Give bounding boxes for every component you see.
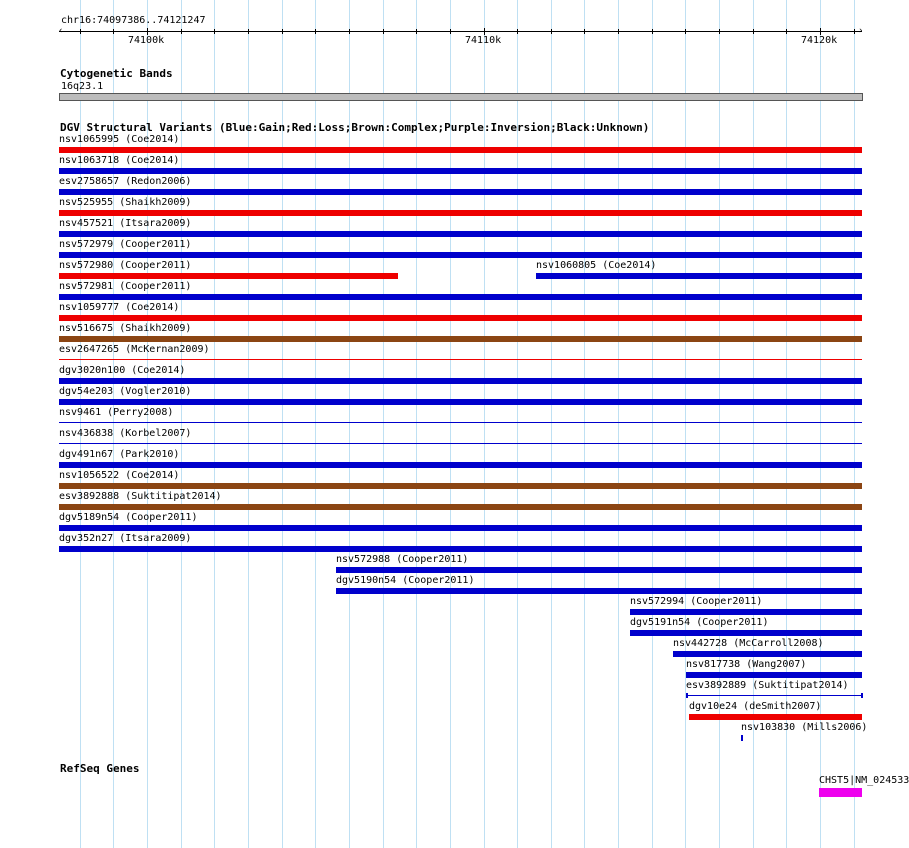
dgv-feature-bar[interactable]	[336, 567, 862, 573]
dgv-feature-label[interactable]: dgv5189n54 (Cooper2011)	[59, 512, 198, 523]
refseq-gene-bar[interactable]	[819, 788, 862, 797]
minor-tick	[315, 29, 316, 34]
grid-line	[753, 0, 754, 848]
cytoband-name: 16q23.1	[61, 81, 104, 92]
minor-tick	[652, 29, 653, 34]
dgv-feature-bar[interactable]	[686, 672, 862, 678]
dgv-feature-label[interactable]: nsv1060805 (Coe2014)	[536, 260, 657, 271]
dgv-feature-label[interactable]: nsv572980 (Cooper2011)	[59, 260, 192, 271]
dgv-feature-label[interactable]: nsv9461 (Perry2008)	[59, 407, 174, 418]
dgv-feature-bar[interactable]	[59, 252, 862, 258]
dgv-feature-bar[interactable]	[59, 359, 862, 360]
dgv-feature-bar[interactable]	[59, 378, 862, 384]
dgv-feature-label[interactable]: dgv10e24 (deSmith2007)	[689, 701, 822, 712]
minor-tick	[383, 29, 384, 34]
refseq-gene-label[interactable]: CHST5|NM_024533	[819, 775, 909, 786]
dgv-feature-bar[interactable]	[59, 546, 862, 552]
grid-line	[786, 0, 787, 848]
minor-tick	[113, 29, 114, 34]
dgv-feature-label[interactable]: nsv516675 (Shaikh2009)	[59, 323, 192, 334]
dgv-feature-bar[interactable]	[59, 315, 862, 321]
dgv-feature-label[interactable]: dgv5190n54 (Cooper2011)	[336, 575, 475, 586]
grid-line	[719, 0, 720, 848]
dgv-feature-label[interactable]: nsv103830 (Mills2006)	[741, 722, 868, 733]
major-tick	[820, 28, 821, 35]
dgv-feature-label[interactable]: nsv572981 (Cooper2011)	[59, 281, 192, 292]
dgv-feature-label[interactable]: dgv3020n100 (Coe2014)	[59, 365, 186, 376]
dgv-feature-bar[interactable]	[59, 483, 862, 489]
dgv-feature-label[interactable]: dgv491n67 (Park2010)	[59, 449, 180, 460]
dgv-feature-label[interactable]: esv3892888 (Suktitipat2014)	[59, 491, 222, 502]
dgv-feature-bar[interactable]	[630, 609, 862, 615]
dgv-feature-bar[interactable]	[59, 399, 862, 405]
dgv-feature-label[interactable]: esv2758657 (Redon2006)	[59, 176, 192, 187]
ruler-right-arrow-icon: ›	[858, 26, 864, 36]
cytoband-track-title: Cytogenetic Bands	[60, 67, 173, 80]
dgv-feature-label[interactable]: nsv572994 (Cooper2011)	[630, 596, 763, 607]
minor-tick	[450, 29, 451, 34]
minor-tick	[786, 29, 787, 34]
dgv-feature-label[interactable]: esv2647265 (McKernan2009)	[59, 344, 210, 355]
dgv-feature-label[interactable]: esv3892889 (Suktitipat2014)	[686, 680, 849, 691]
dgv-feature-label[interactable]: nsv1059777 (Coe2014)	[59, 302, 180, 313]
minor-tick	[517, 29, 518, 34]
refseq-track-title: RefSeq Genes	[60, 762, 140, 775]
cytoband-bar[interactable]	[59, 93, 863, 101]
minor-tick	[618, 29, 619, 34]
dgv-feature-bar[interactable]	[59, 210, 862, 216]
ruler-tick-label: 74110k	[465, 35, 502, 46]
grid-line	[854, 0, 855, 848]
dgv-feature-label[interactable]: nsv572988 (Cooper2011)	[336, 554, 469, 565]
minor-tick	[349, 29, 350, 34]
minor-tick	[181, 29, 182, 34]
dgv-feature-bar[interactable]	[59, 231, 862, 237]
location-label: chr16:74097386..74121247	[61, 15, 206, 26]
dgv-feature-label[interactable]: nsv457521 (Itsara2009)	[59, 218, 192, 229]
minor-tick	[685, 29, 686, 34]
dgv-feature-label[interactable]: nsv525955 (Shaikh2009)	[59, 197, 192, 208]
dgv-feature-endcap	[861, 693, 863, 698]
ruler-tick-label: 74100k	[128, 35, 165, 46]
minor-tick	[753, 29, 754, 34]
dgv-feature-bar[interactable]	[59, 443, 862, 444]
major-tick	[484, 28, 485, 35]
dgv-feature-bar[interactable]	[630, 630, 862, 636]
grid-line	[820, 0, 821, 848]
ruler-line	[59, 31, 862, 32]
dgv-feature-bar[interactable]	[59, 273, 398, 279]
dgv-feature-bar[interactable]	[673, 651, 862, 657]
ruler-left-arrow-icon: ‹	[58, 26, 64, 36]
minor-tick	[416, 29, 417, 34]
dgv-feature-label[interactable]: nsv436838 (Korbel2007)	[59, 428, 192, 439]
dgv-feature-label[interactable]: dgv5191n54 (Cooper2011)	[630, 617, 769, 628]
dgv-feature-label[interactable]: nsv1063718 (Coe2014)	[59, 155, 180, 166]
dgv-feature-bar[interactable]	[536, 273, 862, 279]
major-tick	[147, 28, 148, 35]
dgv-feature-bar[interactable]	[686, 695, 862, 696]
dgv-feature-label[interactable]: nsv442728 (McCarroll2008)	[673, 638, 824, 649]
dgv-feature-label[interactable]: nsv1056522 (Coe2014)	[59, 470, 180, 481]
dgv-feature-bar[interactable]	[59, 168, 862, 174]
dgv-feature-bar[interactable]	[689, 714, 862, 720]
minor-tick	[80, 29, 81, 34]
ruler-tick-label: 74120k	[801, 35, 838, 46]
dgv-feature-label[interactable]: dgv54e203 (Vogler2010)	[59, 386, 192, 397]
minor-tick	[282, 29, 283, 34]
dgv-feature-bar[interactable]	[59, 525, 862, 531]
dgv-feature-bar[interactable]	[59, 294, 862, 300]
dgv-feature-bar[interactable]	[336, 588, 862, 594]
minor-tick	[214, 29, 215, 34]
dgv-feature-bar[interactable]	[59, 504, 862, 510]
minor-tick	[551, 29, 552, 34]
minor-tick	[854, 29, 855, 34]
minor-tick	[248, 29, 249, 34]
dgv-feature-bar[interactable]	[59, 462, 862, 468]
minor-tick	[584, 29, 585, 34]
dgv-feature-label[interactable]: nsv817738 (Wang2007)	[686, 659, 807, 670]
dgv-feature-label[interactable]: nsv572979 (Cooper2011)	[59, 239, 192, 250]
dgv-feature-bar[interactable]	[59, 189, 862, 195]
dgv-feature-label[interactable]: nsv1065995 (Coe2014)	[59, 134, 180, 145]
dgv-track-title: DGV Structural Variants (Blue:Gain;Red:Loss;Brown:Complex;Purple:Inversion;Black:Unknown)	[60, 121, 650, 134]
dgv-feature-endcap	[686, 693, 688, 698]
grid-line	[652, 0, 653, 848]
dgv-feature-bar[interactable]	[59, 147, 862, 153]
minor-tick	[719, 29, 720, 34]
dgv-feature-label[interactable]: dgv352n27 (Itsara2009)	[59, 533, 192, 544]
dgv-feature-bar[interactable]	[59, 422, 862, 423]
grid-line	[685, 0, 686, 848]
dgv-feature-bar[interactable]	[741, 735, 743, 741]
dgv-feature-bar[interactable]	[59, 336, 862, 342]
